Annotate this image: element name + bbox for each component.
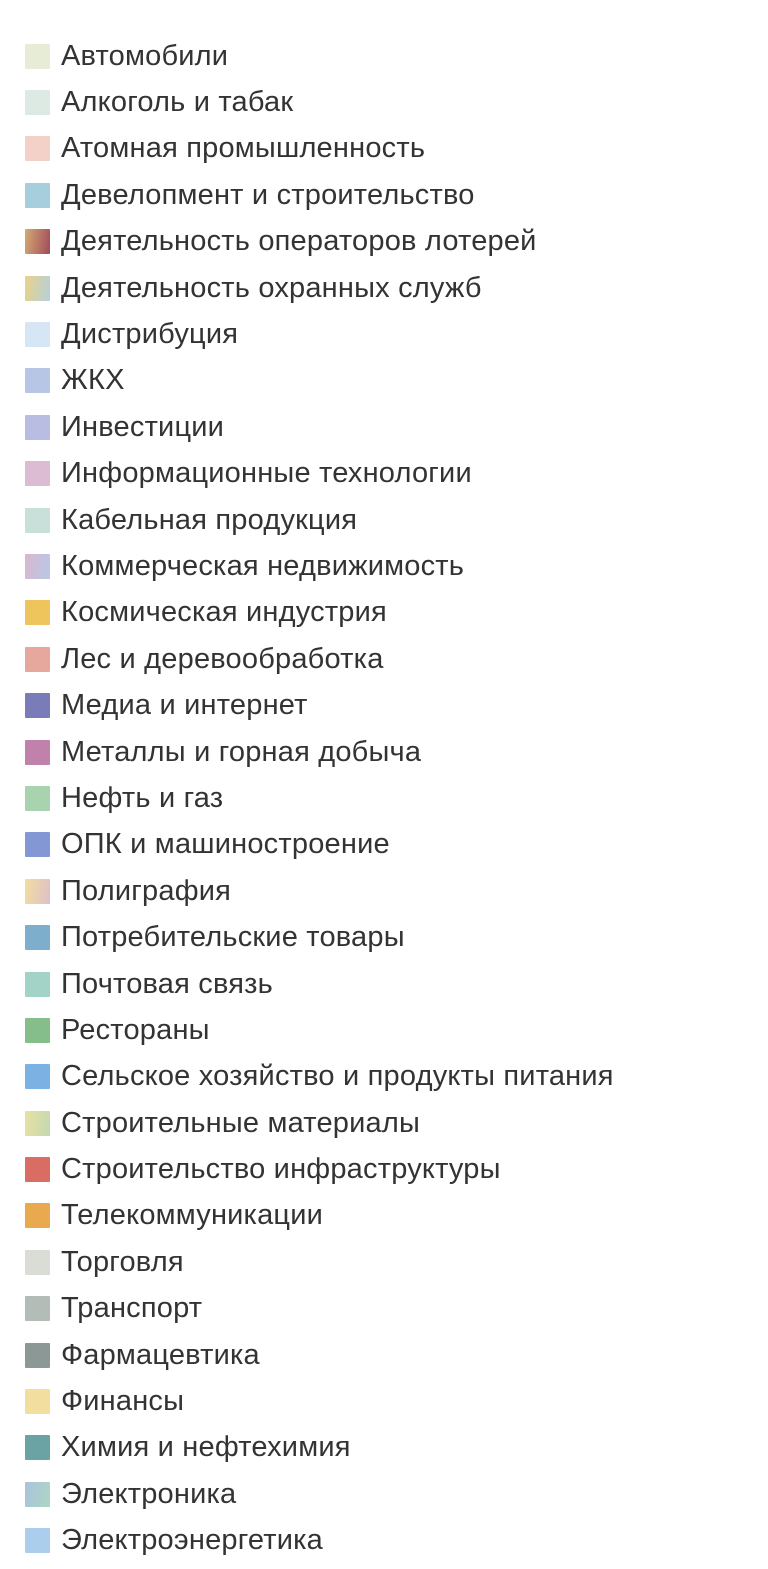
legend-item-label: Алкоголь и табак <box>61 86 294 119</box>
legend-swatch <box>25 1203 50 1228</box>
legend-item-label: ОПК и машиностроение <box>61 828 390 861</box>
legend-item-label: Космическая индустрия <box>61 596 387 629</box>
legend-item <box>25 775 768 821</box>
legend-item <box>25 497 768 543</box>
legend-item <box>25 1425 768 1471</box>
legend-item <box>25 79 768 125</box>
legend-swatch <box>25 1482 50 1507</box>
legend-item-label: Дистрибуция <box>61 318 239 351</box>
legend-item-label: Телекоммуникации <box>61 1199 324 1232</box>
legend-item-label: Кабельная продукция <box>61 503 358 536</box>
legend-swatch <box>25 972 50 997</box>
legend-swatch <box>25 1111 50 1136</box>
legend-swatch <box>25 1343 50 1368</box>
legend-item <box>25 543 768 589</box>
legend-swatch <box>25 1389 50 1414</box>
legend-item-label: Информационные технологии <box>61 457 472 490</box>
legend-swatch <box>25 1528 50 1553</box>
legend-item-label: Электроэнергетика <box>61 1524 323 1557</box>
legend-swatch <box>25 1064 50 1089</box>
legend-item-label: Рестораны <box>61 1013 210 1046</box>
legend-item-label: Медиа и интернет <box>61 689 308 722</box>
legend-item <box>25 868 768 914</box>
legend-swatch <box>25 322 50 347</box>
legend-item <box>25 636 768 682</box>
legend-item <box>25 265 768 311</box>
legend-item <box>25 33 768 79</box>
legend-item <box>25 1054 768 1100</box>
legend-item-label: Нефть и газ <box>61 781 224 814</box>
legend-item <box>25 1193 768 1239</box>
legend-swatch <box>25 368 50 393</box>
legend-swatch <box>25 647 50 672</box>
legend-item-label: Атомная промышленность <box>61 132 426 165</box>
legend-item-label: Потребительские товары <box>61 921 405 954</box>
legend-swatch <box>25 1018 50 1043</box>
legend-swatch <box>25 1157 50 1182</box>
legend-swatch <box>25 90 50 115</box>
legend-item-label: Строительство инфраструктуры <box>61 1153 501 1186</box>
legend-item <box>25 358 768 404</box>
legend-item-label: Фармацевтика <box>61 1338 260 1371</box>
legend-item-label: Металлы и горная добыча <box>61 735 422 768</box>
legend-item <box>25 682 768 728</box>
legend-item <box>25 729 768 775</box>
legend-item-label: Сельское хозяйство и продукты питания <box>61 1060 614 1093</box>
legend-item <box>25 1286 768 1332</box>
legend-item <box>25 1378 768 1424</box>
legend-item-label: Автомобили <box>61 39 229 72</box>
legend-swatch <box>25 832 50 857</box>
legend-item <box>25 1100 768 1146</box>
legend-item-label: Инвестиции <box>61 410 225 443</box>
legend-swatch <box>25 1250 50 1275</box>
legend-item <box>25 961 768 1007</box>
legend-item <box>25 1146 768 1192</box>
legend-swatch <box>25 44 50 69</box>
legend-item-label: Торговля <box>61 1245 184 1278</box>
legend-item-label: Почтовая связь <box>61 967 273 1000</box>
legend-item <box>25 1518 768 1564</box>
legend-swatch <box>25 925 50 950</box>
legend-swatch <box>25 786 50 811</box>
legend-item-label: Девелопмент и строительство <box>61 178 475 211</box>
legend-item-label: Строительные материалы <box>61 1106 421 1139</box>
legend-item <box>25 404 768 450</box>
legend-item-label: Финансы <box>61 1385 185 1418</box>
legend-item-label: Полиграфия <box>61 874 232 907</box>
legend-item-label: Деятельность операторов лотерей <box>61 225 537 258</box>
legend-swatch <box>25 276 50 301</box>
legend-item <box>25 822 768 868</box>
legend-swatch <box>25 1435 50 1460</box>
legend-item <box>25 451 768 497</box>
legend-swatch <box>25 183 50 208</box>
legend-item <box>25 590 768 636</box>
legend-swatch <box>25 600 50 625</box>
legend-swatch <box>25 508 50 533</box>
legend-swatch <box>25 461 50 486</box>
legend-swatch <box>25 740 50 765</box>
legend-item <box>25 1332 768 1378</box>
legend-swatch <box>25 554 50 579</box>
legend-item-label: Транспорт <box>61 1292 203 1325</box>
legend-item <box>25 1471 768 1517</box>
legend-swatch <box>25 415 50 440</box>
legend-swatch <box>25 879 50 904</box>
legend-item-label: Электроника <box>61 1477 237 1510</box>
legend-swatch <box>25 1296 50 1321</box>
legend-swatch <box>25 693 50 718</box>
legend-item <box>25 914 768 960</box>
legend-item-label: Химия и нефтехимия <box>61 1431 351 1464</box>
legend-item <box>25 219 768 265</box>
legend-swatch <box>25 229 50 254</box>
legend-item-label: ЖКХ <box>61 364 125 397</box>
legend-item-label: Коммерческая недвижимость <box>61 549 465 582</box>
legend-item <box>25 172 768 218</box>
legend-item <box>25 126 768 172</box>
legend-item <box>25 1239 768 1285</box>
legend-swatch <box>25 136 50 161</box>
legend-item <box>25 1007 768 1053</box>
legend-item-label: Деятельность охранных служб <box>61 271 482 304</box>
legend-item-label: Лес и деревообработка <box>61 642 384 675</box>
legend-item <box>25 311 768 357</box>
